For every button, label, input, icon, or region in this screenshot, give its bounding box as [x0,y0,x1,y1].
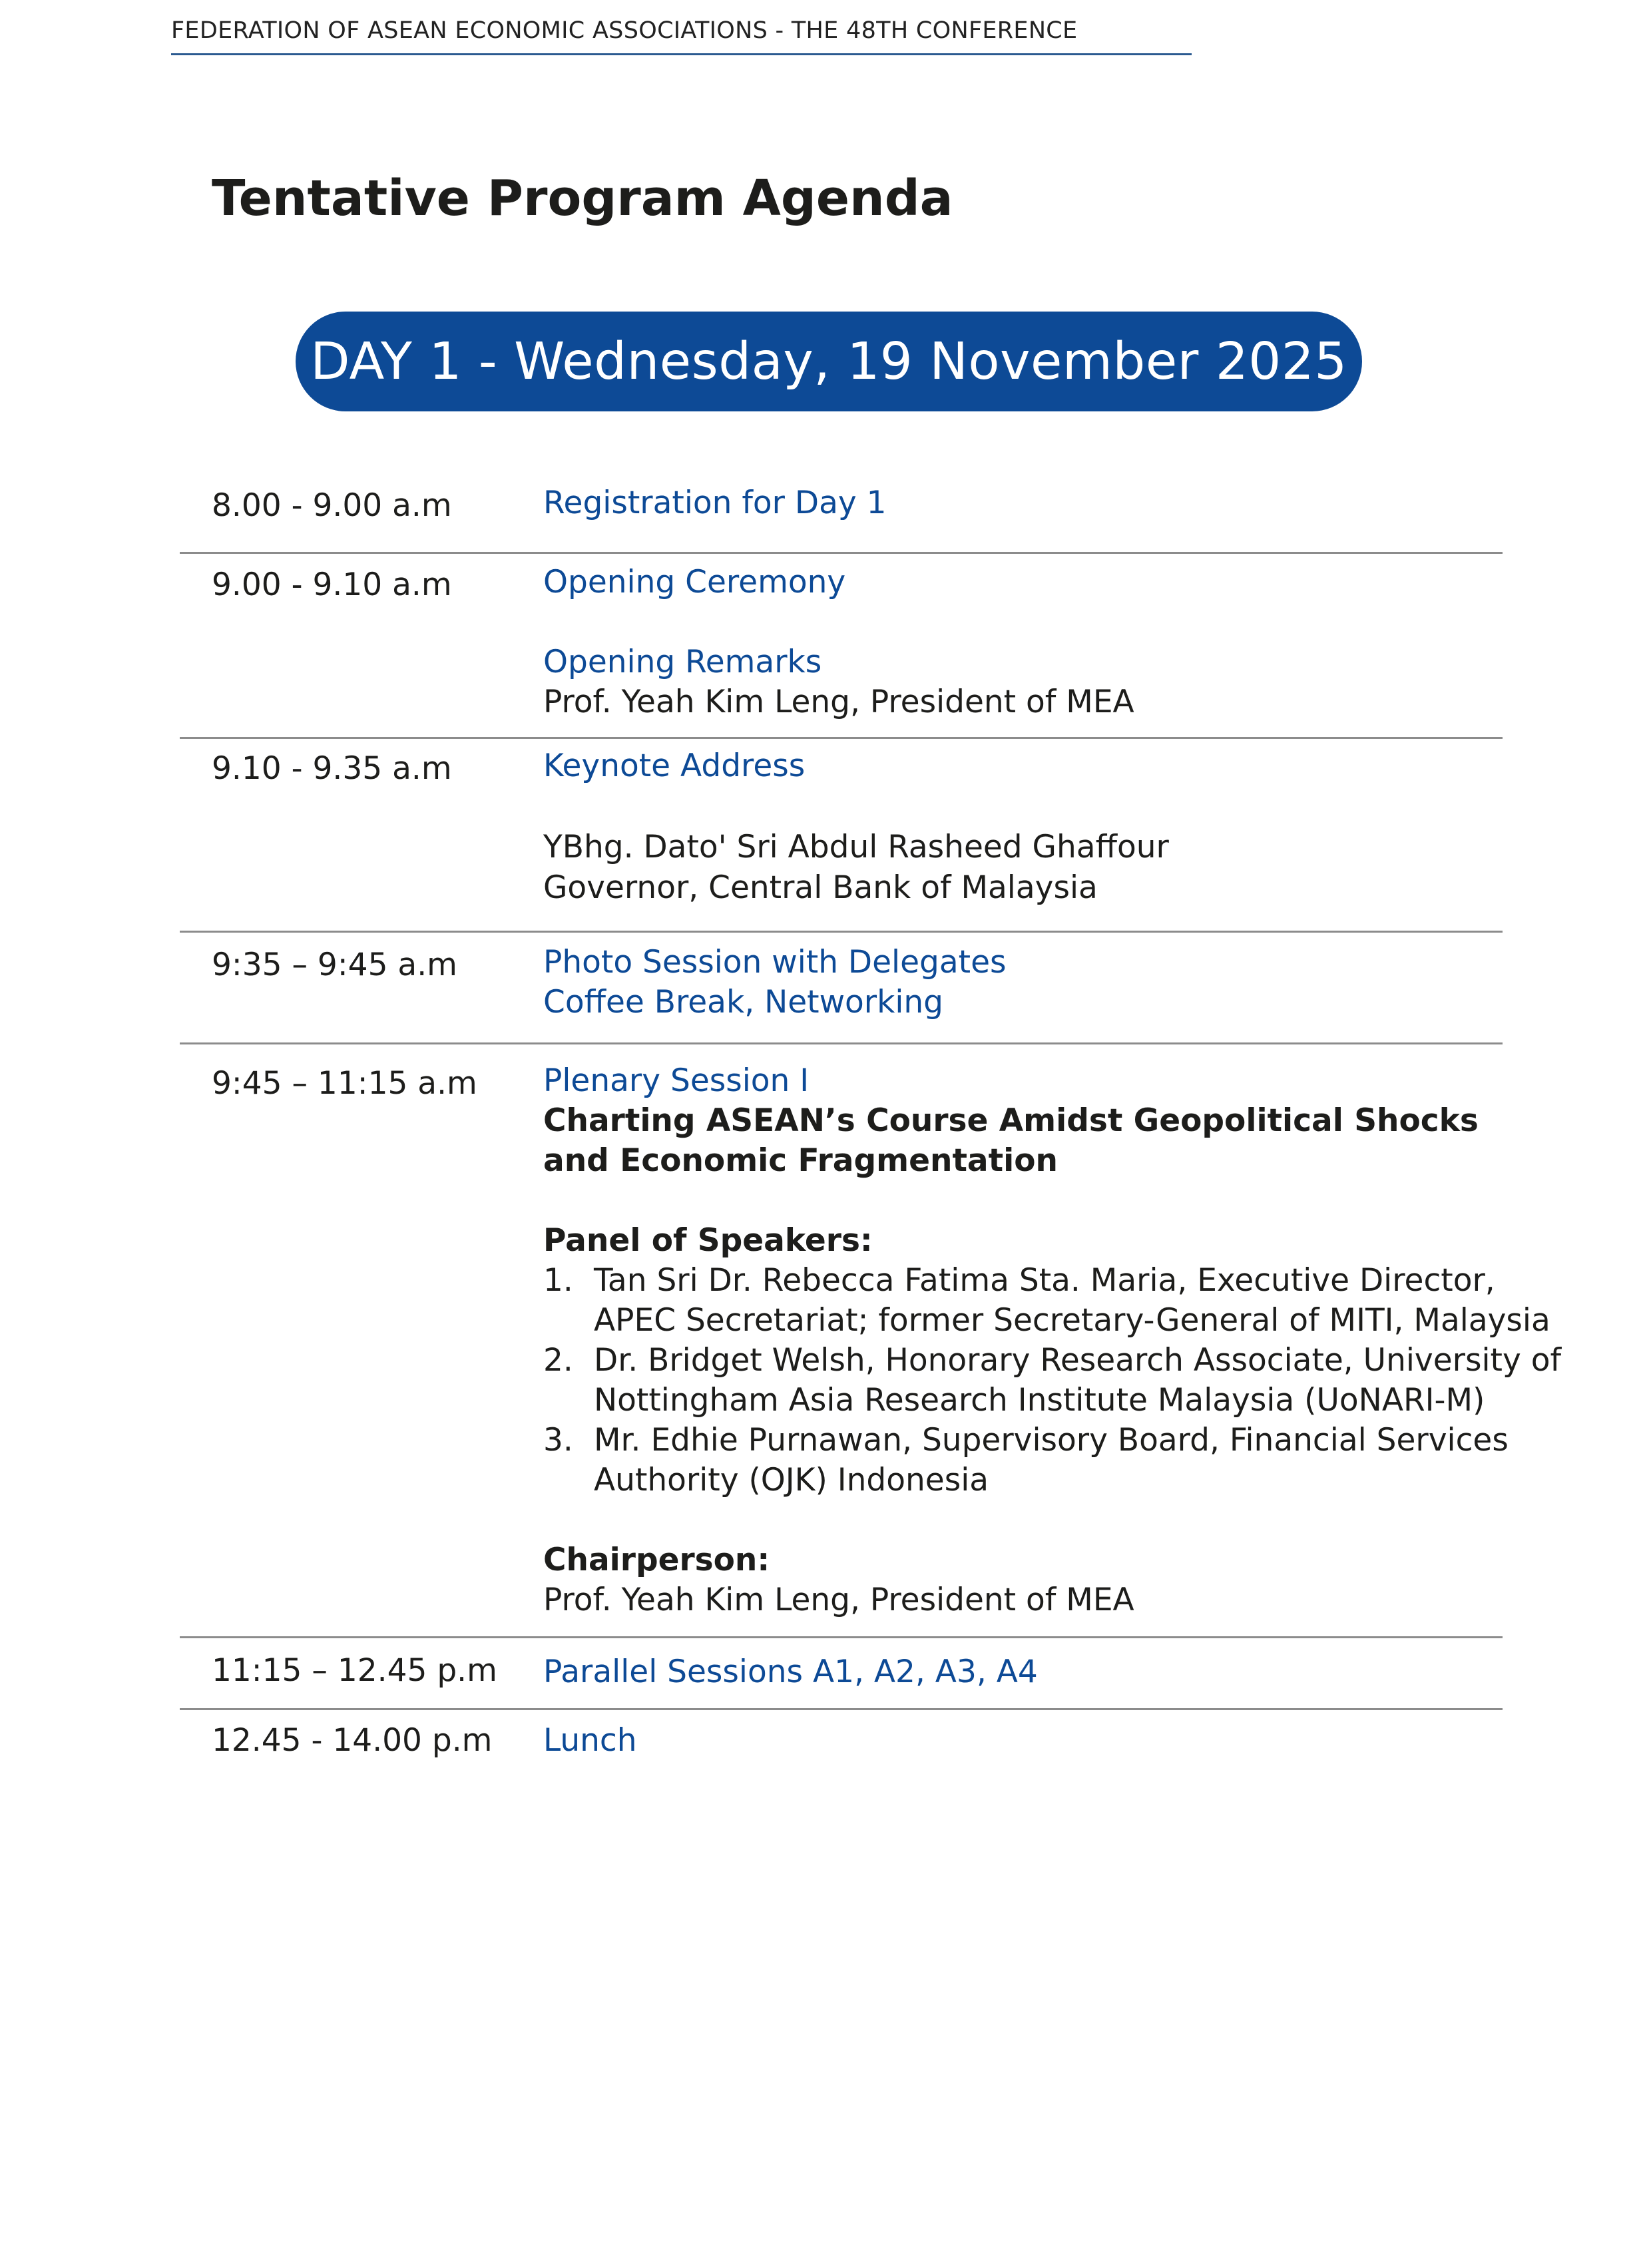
header-text: FEDERATION OF ASEAN ECONOMIC ASSOCIATIONS - THE 48TH CONFERENCE [171,17,1078,44]
row-divider [180,1708,1503,1710]
agenda-title: Keynote Address [543,748,806,784]
agenda-title: Plenary Session I [543,1062,810,1099]
chair-name: Prof. Yeah Kim Leng, President of MEA [543,1582,1134,1618]
agenda-time: 8.00 - 9.00 a.m [212,487,452,524]
panel-heading: Panel of Speakers: [543,1222,873,1259]
row-divider [180,1042,1503,1044]
panel-item-line: Mr. Edhie Purnawan, Supervisory Board, Financial Services [594,1422,1509,1459]
agenda-title: Registration for Day 1 [543,485,887,521]
row-divider [180,1636,1503,1638]
agenda-time: 9.10 - 9.35 a.m [212,750,452,787]
chair-heading: Chairperson: [543,1542,770,1578]
row-divider [180,931,1503,933]
panel-item-number: 2. [543,1342,573,1379]
panel-item-number: 1. [543,1262,573,1299]
agenda-title: Lunch [543,1722,637,1759]
session-theme-line1: Charting ASEAN’s Course Amidst Geopolitical Shocks [543,1102,1479,1139]
panel-item-line: APEC Secretariat; former Secretary-General of MITI, Malaysia [594,1302,1550,1339]
agenda-title: Parallel Sessions A1, A2, A3, A4 [543,1654,1038,1690]
session-theme-line2: and Economic Fragmentation [543,1142,1058,1179]
agenda-title-line2: Coffee Break, Networking [543,984,943,1021]
agenda-time: 9:45 – 11:15 a.m [212,1065,477,1102]
row-divider [180,552,1503,554]
agenda-title: Opening Ceremony [543,564,846,600]
panel-item-line: Authority (OJK) Indonesia [594,1462,989,1498]
agenda-time: 12.45 - 14.00 p.m [212,1722,493,1759]
agenda-time: 9.00 - 9.10 a.m [212,567,452,603]
panel-item-line: Dr. Bridget Welsh, Honorary Research Associate, University of [594,1342,1562,1379]
speaker-name: YBhg. Dato' Sri Abdul Rasheed Ghaffour [543,829,1169,865]
page-title: Tentative Program Agenda [212,170,953,227]
agenda-time: 11:15 – 12.45 p.m [212,1652,497,1689]
agenda-title: Photo Session with Delegates [543,944,1007,981]
panel-item-line: Tan Sri Dr. Rebecca Fatima Sta. Maria, Executive Director, [594,1262,1495,1299]
day-banner [296,312,1362,411]
agenda-subtitle: Opening Remarks [543,644,822,680]
panel-item-line: Nottingham Asia Research Institute Malaysia (UoNARI-M) [594,1382,1485,1419]
panel-item-number: 3. [543,1422,573,1459]
agenda-detail: Prof. Yeah Kim Leng, President of MEA [543,684,1134,720]
page-header [171,7,1192,55]
speaker-role: Governor, Central Bank of Malaysia [543,869,1098,906]
agenda-time: 9:35 – 9:45 a.m [212,947,457,983]
row-divider [180,737,1503,739]
day-banner-label: DAY 1 - Wednesday, 19 November 2025 [310,332,1347,391]
